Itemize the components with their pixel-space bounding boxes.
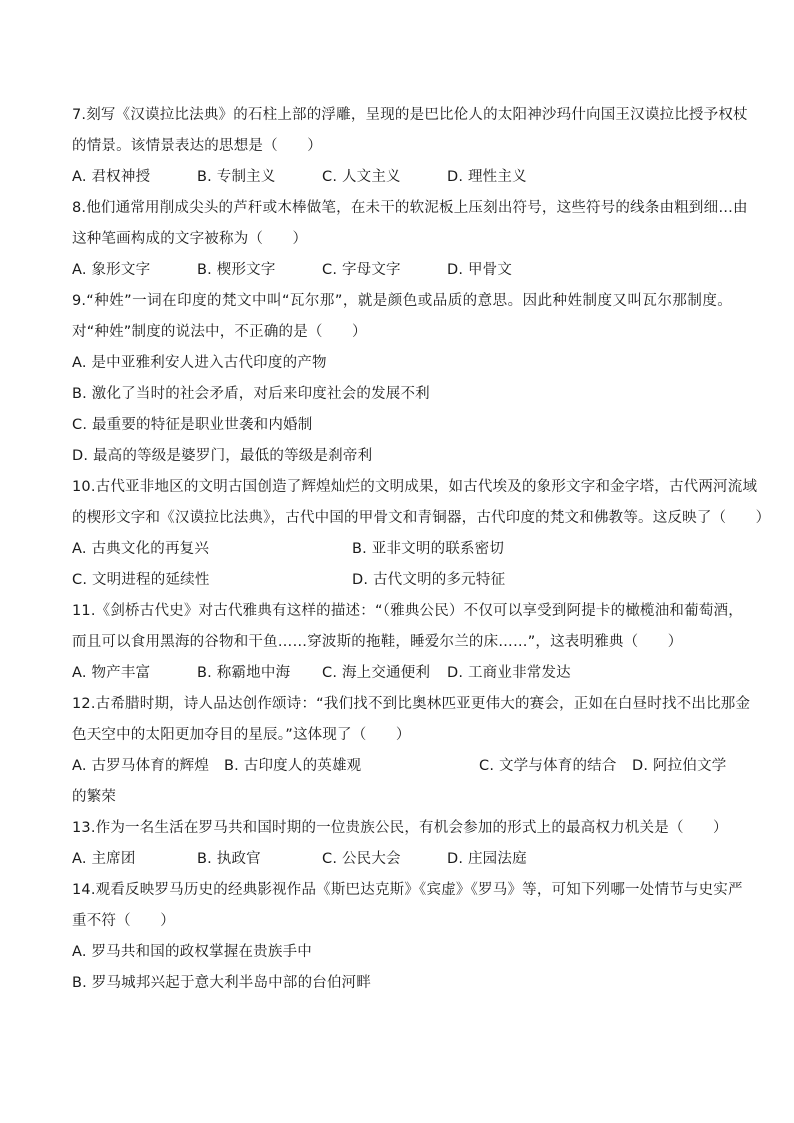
question-10-options-row-1 xyxy=(72,534,732,565)
option-a: A. 古典文化的再复兴 xyxy=(72,541,210,557)
option-b: B. 亚非文明的联系密切 xyxy=(352,541,505,557)
question-12-options xyxy=(72,751,732,782)
option-d: D. 工商业非常发达 xyxy=(447,665,571,681)
question-7-options xyxy=(72,162,732,193)
question-13-stem-line-1: 13.作为一名生活在罗马共和国时期的一位贵族公民，有机会参加的形式上的最高权力机关是（ ） xyxy=(72,820,728,836)
option-d: D. 理性主义 xyxy=(447,169,527,185)
question-14-stem-line-2: 重不符（ ） xyxy=(72,913,175,929)
question-11-options xyxy=(72,658,732,689)
question-9-stem-line-1: 9.“种姓”一词在印度的梵文中叫“瓦尔那”，就是颜色或品质的意思。因此种姓制度又叫瓦尔那制度。 xyxy=(72,293,732,309)
question-9-stem-line-2: 对“种姓”制度的说法中，不正确的是（ ） xyxy=(72,324,367,340)
question-8-options xyxy=(72,255,732,286)
option-c: C. 公民大会 xyxy=(322,851,401,867)
exam-page xyxy=(72,100,771,999)
option-a: A. 古罗马体育的辉煌 xyxy=(72,758,210,774)
option-c: C. 文明进程的延续性 xyxy=(72,572,210,588)
question-10-stem-line-1: 10.古代亚非地区的文明古国创造了辉煌灿烂的文明成果，如古代埃及的象形文字和金字塔，古代两河流域 xyxy=(72,479,758,495)
option-a: A. 是中亚雅利安人进入古代印度的产物 xyxy=(72,355,327,371)
question-7-stem-line-2: 的情景。该情景表达的思想是（ ） xyxy=(72,138,322,154)
option-d: D. 最高的等级是婆罗门，最低的等级是刹帝利 xyxy=(72,448,373,464)
option-b: B. 罗马城邦兴起于意大利半岛中部的台伯河畔 xyxy=(72,975,372,991)
option-b: B. 激化了当时的社会矛盾，对后来印度社会的发展不利 xyxy=(72,386,430,402)
option-a: A. 罗马共和国的政权掌握在贵族手中 xyxy=(72,944,312,960)
option-b: B. 称霸地中海 xyxy=(197,665,291,681)
option-a: A. 物产丰富 xyxy=(72,665,151,681)
option-c: C. 文学与体育的结合 xyxy=(479,758,617,774)
option-c: C. 人文主义 xyxy=(322,169,401,185)
option-a: A. 主席团 xyxy=(72,851,136,867)
option-b: B. 楔形文字 xyxy=(197,262,276,278)
option-b: B. 执政官 xyxy=(197,851,261,867)
question-13-options xyxy=(72,844,732,875)
question-10-options-row-2 xyxy=(72,565,732,596)
question-10-stem-line-2: 的楔形文字和《汉谟拉比法典》，古代中国的甲骨文和青铜器，古代印度的梵文和佛教等。这反映了（ ） xyxy=(72,510,771,526)
option-b: B. 专制主义 xyxy=(197,169,276,185)
option-d: D. 阿拉伯文学 xyxy=(632,758,727,774)
option-d: D. 庄园法庭 xyxy=(447,851,527,867)
question-11-stem-line-2: 而且可以食用黑海的谷物和干鱼……穿波斯的拖鞋，睡爱尔兰的床……”，这表明雅典（ ） xyxy=(72,634,683,650)
question-8-stem-line-2: 这种笔画构成的文字被称为（ ） xyxy=(72,231,308,247)
option-c: C. 海上交通便利 xyxy=(322,665,431,681)
question-12-stem-line-1: 12.古希腊时期，诗人品达创作颂诗：“我们找不到比奥林匹亚更伟大的赛会，正如在白昼时找不出比那金 xyxy=(72,696,751,712)
option-a: A. 象形文字 xyxy=(72,262,151,278)
option-a: A. 君权神授 xyxy=(72,169,151,185)
question-12-stem-line-2: 色天空中的太阳更加夺目的星辰。”这体现了（ ） xyxy=(72,727,411,743)
question-7-stem-line-1: 7.刻写《汉谟拉比法典》的石柱上部的浮雕，呈现的是巴比伦人的太阳神沙玛什向国王汉谟拉比授予权杖 xyxy=(72,107,748,123)
option-d: D. 甲骨文 xyxy=(447,262,513,278)
option-b: B. 古印度人的英雄观 xyxy=(224,758,362,774)
question-8-stem-line-1: 8.他们通常用削成尖头的芦秆或木棒做笔，在未干的软泥板上压刻出符号，这些符号的线条由粗到细…由 xyxy=(72,200,748,216)
option-c: C. 字母文字 xyxy=(322,262,401,278)
question-12-option-d-wrap: 的繁荣 xyxy=(72,789,117,805)
question-11-stem-line-1: 11.《剑桥古代史》对古代雅典有这样的描述：“（雅典公民）不仅可以享受到阿提卡的橄榄油和葡萄酒， xyxy=(72,603,743,619)
option-d: D. 古代文明的多元特征 xyxy=(352,572,506,588)
question-14-stem-line-1: 14.观看反映罗马历史的经典影视作品《斯巴达克斯》《宾虚》《罗马》等，可知下列哪一处情节与史实严 xyxy=(72,882,743,898)
option-c: C. 最重要的特征是职业世袭和内婚制 xyxy=(72,417,313,433)
